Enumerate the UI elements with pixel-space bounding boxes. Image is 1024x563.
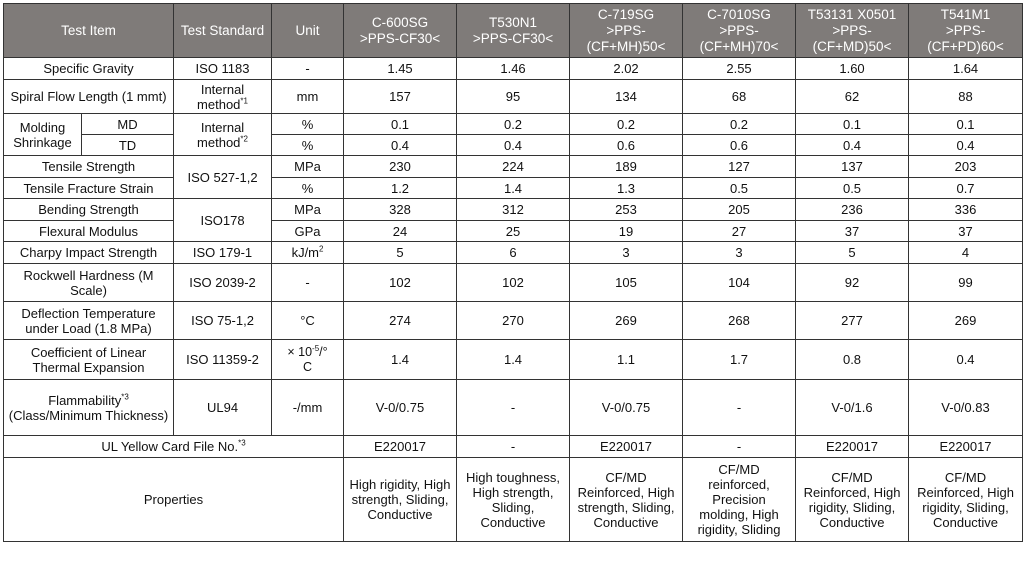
value-cell: 2.02 <box>570 58 683 80</box>
unit-cell: °C <box>272 302 344 340</box>
value-cell: E220017 <box>796 436 909 458</box>
item-label: Flammability$^{*3}$ (Class/Minimum Thickness) <box>4 380 174 436</box>
value-cell: 25 <box>457 221 570 242</box>
row-linear-thermal-expansion <box>4 340 1023 380</box>
value-cell: 1.4 <box>457 340 570 380</box>
value-cell: 0.2 <box>570 114 683 135</box>
value-cell: E220017 <box>909 436 1023 458</box>
standard-cell: ISO 75-1,2 <box>174 302 272 340</box>
unit-cell: -/mm <box>272 380 344 436</box>
row-molding-shrinkage-td <box>4 135 1023 156</box>
value-cell: 253 <box>570 199 683 221</box>
value-cell: 0.7 <box>909 178 1023 199</box>
value-cell: 0.1 <box>796 114 909 135</box>
value-cell: 3 <box>683 242 796 264</box>
row-tensile-strength <box>4 156 1023 178</box>
value-cell: 3 <box>570 242 683 264</box>
value-cell: 1.64 <box>909 58 1023 80</box>
value-cell: - <box>457 380 570 436</box>
standard-cell: ISO 527-1,2 <box>174 156 272 199</box>
value-cell: 37 <box>796 221 909 242</box>
row-ul-yellow-card <box>4 436 1023 458</box>
value-cell: 68 <box>683 80 796 114</box>
value-cell: 0.6 <box>683 135 796 156</box>
unit-cell: - <box>272 264 344 302</box>
value-cell: 205 <box>683 199 796 221</box>
row-tensile-fracture-strain <box>4 178 1023 199</box>
row-rockwell-hardness <box>4 264 1023 302</box>
unit-cell: GPa <box>272 221 344 242</box>
item-label: Flexural Modulus <box>4 221 174 242</box>
header-test-item: Test Item <box>4 4 174 58</box>
value-cell: 1.7 <box>683 340 796 380</box>
header-product-4: C-7010SG >PPS- (CF+MH)70< <box>683 4 796 58</box>
unit-cell: mm <box>272 80 344 114</box>
value-cell: 336 <box>909 199 1023 221</box>
value-cell: 236 <box>796 199 909 221</box>
sub-item-label: MD <box>82 114 174 135</box>
value-cell: 268 <box>683 302 796 340</box>
value-cell: CF/MD Reinforced, High rigidity, Sliding, Conductive <box>796 458 909 542</box>
value-cell: 0.2 <box>457 114 570 135</box>
value-cell: 1.3 <box>570 178 683 199</box>
value-cell: - <box>683 380 796 436</box>
value-cell: 0.5 <box>683 178 796 199</box>
item-label: UL Yellow Card File No.$^{*3}$ <box>4 436 344 458</box>
value-cell: 0.4 <box>796 135 909 156</box>
value-cell: 270 <box>457 302 570 340</box>
value-cell: CF/MD reinforced, Precision molding, High rigidity, Sliding <box>683 458 796 542</box>
row-bending-strength <box>4 199 1023 221</box>
value-cell: CF/MD Reinforced, High rigidity, Sliding, Conductive <box>909 458 1023 542</box>
item-label: Tensile Strength <box>4 156 174 178</box>
value-cell: 104 <box>683 264 796 302</box>
header-product-1: C-600SG >PPS-CF30< <box>344 4 457 58</box>
item-label: Coefficient of Linear Thermal Expansion <box>4 340 174 380</box>
value-cell: V-0/0.75 <box>570 380 683 436</box>
value-cell: 92 <box>796 264 909 302</box>
value-cell: 27 <box>683 221 796 242</box>
value-cell: 224 <box>457 156 570 178</box>
standard-cell: ISO178 <box>174 199 272 242</box>
value-cell: E220017 <box>344 436 457 458</box>
value-cell: 19 <box>570 221 683 242</box>
value-cell: 0.8 <box>796 340 909 380</box>
unit-cell: % <box>272 178 344 199</box>
item-label: Spiral Flow Length (1 mmt) <box>4 80 174 114</box>
unit-cell: MPa <box>272 156 344 178</box>
value-cell: 4 <box>909 242 1023 264</box>
value-cell: 269 <box>909 302 1023 340</box>
value-cell: 157 <box>344 80 457 114</box>
row-flexural-modulus <box>4 221 1023 242</box>
value-cell: 1.60 <box>796 58 909 80</box>
row-charpy-impact <box>4 242 1023 264</box>
value-cell: 105 <box>570 264 683 302</box>
value-cell: V-0/0.75 <box>344 380 457 436</box>
value-cell: 0.6 <box>570 135 683 156</box>
item-label: Molding Shrinkage <box>4 114 82 156</box>
value-cell: 0.2 <box>683 114 796 135</box>
value-cell: 189 <box>570 156 683 178</box>
unit-cell: % <box>272 114 344 135</box>
value-cell: 0.1 <box>909 114 1023 135</box>
value-cell: - <box>457 436 570 458</box>
value-cell: 230 <box>344 156 457 178</box>
item-label: Tensile Fracture Strain <box>4 178 174 199</box>
value-cell: 134 <box>570 80 683 114</box>
value-cell: 102 <box>344 264 457 302</box>
value-cell: 137 <box>796 156 909 178</box>
value-cell: 37 <box>909 221 1023 242</box>
value-cell: E220017 <box>570 436 683 458</box>
value-cell: High toughness, High strength, Sliding, Conductive <box>457 458 570 542</box>
value-cell: 328 <box>344 199 457 221</box>
header-product-3: C-719SG >PPS- (CF+MH)50< <box>570 4 683 58</box>
value-cell: 0.1 <box>344 114 457 135</box>
standard-cell: ISO 11359-2 <box>174 340 272 380</box>
item-label: Bending Strength <box>4 199 174 221</box>
value-cell: CF/MD Reinforced, High strength, Sliding, Conductive <box>570 458 683 542</box>
standard-cell: ISO 1183 <box>174 58 272 80</box>
value-cell: 0.4 <box>909 340 1023 380</box>
standard-cell: Internal method$^{*1}$ <box>174 80 272 114</box>
row-spiral-flow <box>4 80 1023 114</box>
unit-cell: × $10^{-5}/^\circ$ C <box>272 340 344 380</box>
item-label: Rockwell Hardness (M Scale) <box>4 264 174 302</box>
value-cell: 5 <box>796 242 909 264</box>
header-product-5: T53131 X0501 >PPS- (CF+MD)50< <box>796 4 909 58</box>
sub-item-label: TD <box>82 135 174 156</box>
header-unit: Unit <box>272 4 344 58</box>
row-molding-shrinkage-md <box>4 114 1023 135</box>
value-cell: 1.46 <box>457 58 570 80</box>
value-cell: 62 <box>796 80 909 114</box>
row-specific-gravity <box>4 58 1023 80</box>
value-cell: High rigidity, High strength, Sliding, Conductive <box>344 458 457 542</box>
value-cell: 1.2 <box>344 178 457 199</box>
value-cell: 0.4 <box>457 135 570 156</box>
value-cell: 203 <box>909 156 1023 178</box>
value-cell: 5 <box>344 242 457 264</box>
item-label: Properties <box>4 458 344 542</box>
value-cell: 1.4 <box>457 178 570 199</box>
standard-cell: Internal method$^{*2}$ <box>174 114 272 156</box>
value-cell: - <box>683 436 796 458</box>
value-cell: 6 <box>457 242 570 264</box>
value-cell: 127 <box>683 156 796 178</box>
header-product-2: T530N1 >PPS-CF30< <box>457 4 570 58</box>
unit-cell: - <box>272 58 344 80</box>
value-cell: 0.4 <box>909 135 1023 156</box>
value-cell: 88 <box>909 80 1023 114</box>
unit-cell: % <box>272 135 344 156</box>
header-test-standard: Test Standard <box>174 4 272 58</box>
row-deflection-temperature <box>4 302 1023 340</box>
value-cell: 1.1 <box>570 340 683 380</box>
item-label: Deflection Temperature under Load (1.8 MPa) <box>4 302 174 340</box>
row-flammability <box>4 380 1023 436</box>
unit-cell: MPa <box>272 199 344 221</box>
value-cell: 0.4 <box>344 135 457 156</box>
value-cell: 274 <box>344 302 457 340</box>
item-label: Charpy Impact Strength <box>4 242 174 264</box>
value-cell: 277 <box>796 302 909 340</box>
row-properties <box>4 458 1023 542</box>
standard-cell: ISO 2039-2 <box>174 264 272 302</box>
value-cell: 1.45 <box>344 58 457 80</box>
value-cell: 269 <box>570 302 683 340</box>
material-properties-table <box>3 3 1023 542</box>
unit-cell: $kJ/m^2$ <box>272 242 344 264</box>
item-label: Specific Gravity <box>4 58 174 80</box>
value-cell: 24 <box>344 221 457 242</box>
header-product-6: T541M1 >PPS- (CF+PD)60< <box>909 4 1023 58</box>
header-row <box>4 4 1023 58</box>
value-cell: 99 <box>909 264 1023 302</box>
value-cell: 95 <box>457 80 570 114</box>
standard-cell: UL94 <box>174 380 272 436</box>
standard-cell: ISO 179-1 <box>174 242 272 264</box>
value-cell: 312 <box>457 199 570 221</box>
value-cell: V-0/0.83 <box>909 380 1023 436</box>
value-cell: 1.4 <box>344 340 457 380</box>
value-cell: 0.5 <box>796 178 909 199</box>
value-cell: 102 <box>457 264 570 302</box>
value-cell: 2.55 <box>683 58 796 80</box>
value-cell: V-0/1.6 <box>796 380 909 436</box>
